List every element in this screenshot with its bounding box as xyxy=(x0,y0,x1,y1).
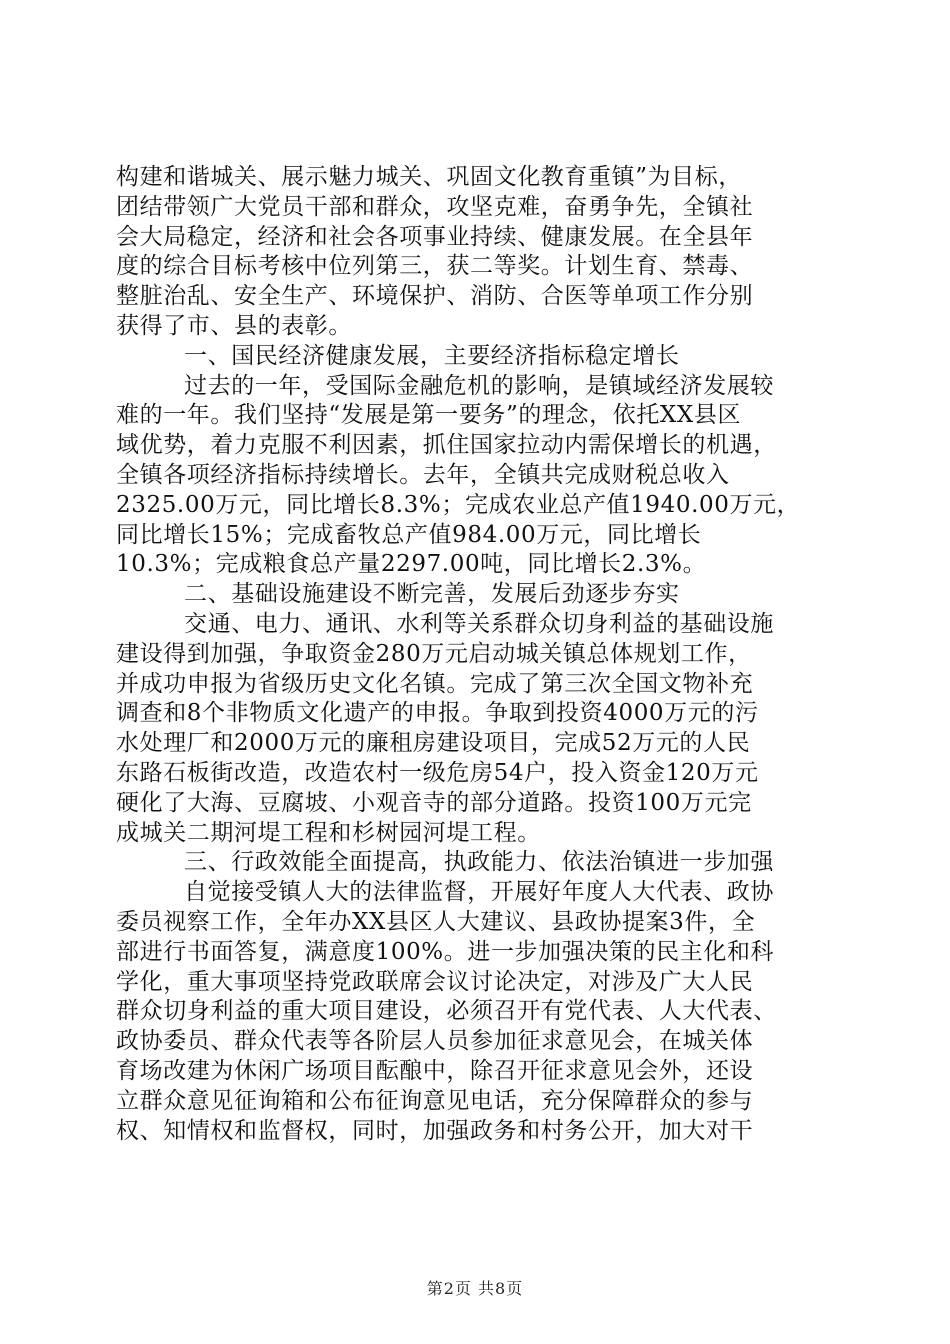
text-line: 成城关二期河堤工程和杉树园河堤工程。 xyxy=(116,819,541,846)
text-line: 部进行书面答复，满意度100%。进一步加强决策的民主化和科 xyxy=(116,938,775,965)
text-line: 水处理厂和2000万元的廉租房建设项目，完成52万元的人民 xyxy=(116,730,751,757)
text-line: 三、行政效能全面提高，执政能力、依法治镇进一步加强 xyxy=(184,849,774,876)
text-line: 立群众意见征询箱和公布征询意见电话，充分保障群众的参与 xyxy=(116,1087,754,1114)
text-line: 调查和8个非物质文化遗产的申报。争取到投资4000万元的污 xyxy=(116,700,759,727)
text-line: 难的一年。我们坚持“发展是第一要务”的理念，依托XX县区 xyxy=(116,402,742,429)
text-line: 委员视察工作，全年办XX县区人大建议、县政协提案3件，全 xyxy=(116,908,756,935)
text-line: 构建和谐城关、展示魅力城关、巩固文化教育重镇”为目标， xyxy=(116,164,742,190)
text-line: 度的综合目标考核中位列第三，获二等奖。计划生育、禁毒、 xyxy=(116,253,754,280)
text-line: 过去的一年，受国际金融危机的影响，是镇域经济发展较 xyxy=(184,372,774,399)
text-line: 学化，重大事项坚持党政联席会议讨论决定，对涉及广大人民 xyxy=(116,968,754,995)
text-line: 东路石板街改造，改造农村一级危房54户，投入资金120万元 xyxy=(116,759,759,786)
text-line: 二、基础设施建设不断完善，发展后劲逐步夯实 xyxy=(184,581,680,608)
page-footer: 第2页 共8页 xyxy=(426,1279,524,1298)
text-line: 会大局稳定，经济和社会各项事业持续、健康发展。在全县年 xyxy=(116,223,754,250)
text-line: 建设得到加强，争取资金280万元启动城关镇总体规划工作， xyxy=(116,640,752,667)
text-line: 团结带领广大党员干部和群众，攻坚克难，奋勇争先，全镇社 xyxy=(116,193,754,220)
text-line: 获得了市、县的表彰。 xyxy=(116,312,352,339)
text-line: 交通、电力、通讯、水利等关系群众切身利益的基础设施 xyxy=(184,610,774,637)
document-body xyxy=(116,163,832,1146)
text-line: 权、知情权和监督权，同时，加强政务和村务公开，加大对干 xyxy=(116,1117,754,1144)
text-line: 同比增长15%；完成畜牧总产值984.00万元，同比增长 xyxy=(116,521,702,548)
text-line: 全镇各项经济指标持续增长。去年，全镇共完成财税总收入 xyxy=(116,461,730,488)
text-line: 2325.00万元，同比增长8.3%；完成农业总产值1940.00万元， xyxy=(116,491,801,518)
text-line: 一、国民经济健康发展，主要经济指标稳定增长 xyxy=(184,342,680,369)
text-line: 育场改建为休闲广场项目酝酿中，除召开征求意见会外，还设 xyxy=(116,1057,754,1084)
text-line: 整脏治乱、安全生产、环境保护、消防、合医等单项工作分别 xyxy=(116,283,754,310)
text-line: 政协委员、群众代表等各阶层人员参加征求意见会，在城关体 xyxy=(116,1028,754,1055)
text-line: 并成功申报为省级历史文化名镇。完成了第三次全国文物补充 xyxy=(116,670,754,697)
text-line: 自觉接受镇人大的法律监督，开展好年度人大代表、政协 xyxy=(184,879,774,906)
text-line: 硬化了大海、豆腐坡、小观音寺的部分道路。投资100万元完 xyxy=(116,789,752,816)
text-line: 10.3%；完成粮食总产量2297.00吨，同比增长2.3%。 xyxy=(116,551,707,578)
text-line: 群众切身利益的重大项目建设，必须召开有党代表、人大代表、 xyxy=(116,998,777,1025)
text-line: 域优势，着力克服不利因素，抓住国家拉动内需保增长的机遇， xyxy=(116,432,777,459)
